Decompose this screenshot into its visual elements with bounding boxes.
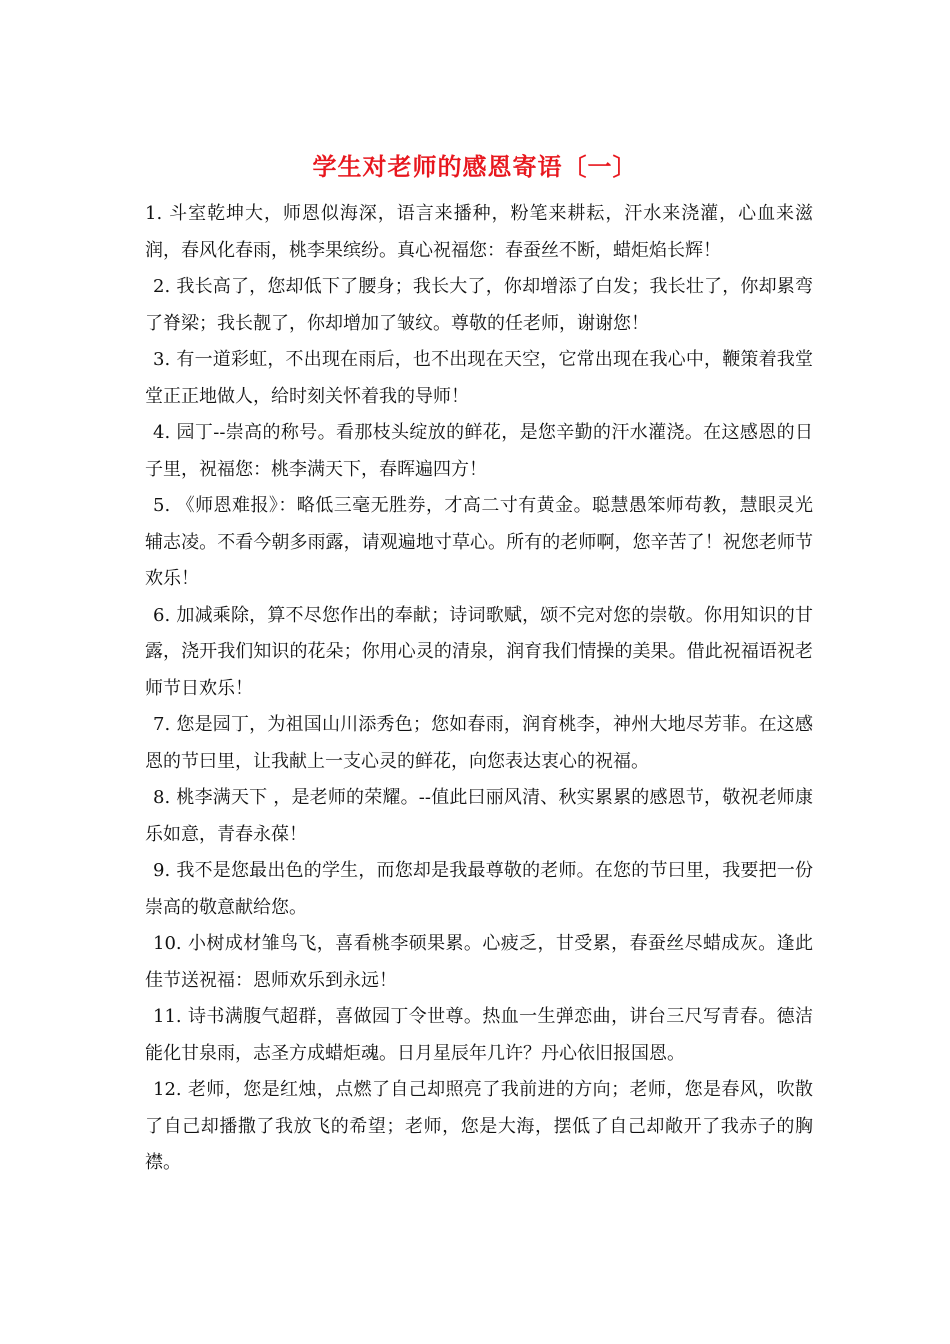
list-item <box>145 780 813 853</box>
item-text: 桃李满天下 ，是老师的荣耀。--值此曰丽风清、秋实累累的感恩节，敬祝老师康乐如意，青春永葆！ <box>145 787 813 845</box>
item-text: 园丁--崇高的称号。看那枝头绽放的鲜花，是您辛勤的汗水灌浇。在这感恩的日子里，祝福您：桃李满天下，春晖遍四方！ <box>145 422 813 480</box>
item-text: 有一道彩虹，不出现在雨后，也不出现在天空，它常出现在我心中，鞭策着我堂堂正正地做人，给时刻关怀着我的导师！ <box>145 349 813 407</box>
document-body <box>145 196 813 1182</box>
item-number: 6. <box>153 604 171 626</box>
list-item <box>145 926 813 999</box>
item-text: 小树成材雏鸟飞，喜看桃李硕果累。心疲乏，甘受累，春蚕丝尽蜡成灰。逢此佳节送祝福：恩师欢乐到永远！ <box>145 933 813 991</box>
item-number: 12. <box>153 1079 182 1100</box>
item-number: 7. <box>153 714 171 735</box>
item-text: 我不是您最出色的学生，而您却是我最尊敬的老师。在您的节曰里，我要把一份崇高的敬意献给您。 <box>145 860 813 918</box>
list-item <box>145 488 813 598</box>
item-text: 诗书满腹气超群，喜做园丁令世尊。热血一生弹恋曲，讲台三尺写青春。德洁能化甘泉雨，志圣方成蜡炬魂。日月星辰年几许？丹心依旧报国恩。 <box>145 1006 813 1064</box>
list-item <box>145 999 813 1072</box>
item-text: 《师恩难报》：略低三毫无胜券，才高二寸有黄金。聪慧愚笨师苟教，慧眼灵光辅志凌。不看今朝多雨露，请观遍地寸草心。所有的老师啊，您辛苦了！祝您老师节欢乐！ <box>145 495 813 589</box>
list-item <box>145 853 813 926</box>
item-text: 您是园丁，为祖国山川添秀色；您如春雨，润育桃李，神州大地尽芳菲。在这感恩的节曰里，让我献上一支心灵的鲜花，向您表达衷心的祝福。 <box>145 714 813 772</box>
item-number: 2. <box>153 276 171 297</box>
list-item <box>145 707 813 780</box>
item-number: 1. <box>145 203 163 224</box>
item-number: 4. <box>153 422 171 443</box>
list-item <box>145 342 813 415</box>
item-number: 11. <box>153 1006 182 1027</box>
list-item <box>145 415 813 488</box>
item-text: 斗室乾坤大，师恩似海深，语言来播种，粉笔来耕耘，汗水来浇灌，心血来滋润，春风化春雨，桃李果缤纷。真心祝福您：春蚕丝不断，蜡炬焰长辉！ <box>145 203 813 261</box>
item-number: 3. <box>153 349 171 370</box>
item-number: 10. <box>153 933 182 954</box>
item-number: 9. <box>153 860 171 881</box>
item-number: 8. <box>153 787 171 808</box>
item-text: 我长高了，您却低下了腰身；我长大了，你却增添了白发；我长壮了，你却累弯了脊梁；我长靓了，你却增加了皱纹。尊敬的任老师，谢谢您！ <box>145 276 813 334</box>
list-item <box>145 269 813 342</box>
list-item <box>145 196 813 269</box>
document-title: 学生对老师的感恩寄语〔一〕 <box>312 152 638 181</box>
item-text: 加减乘除，算不尽您作出的奉献；诗词歌赋，颂不完对您的崇敬。你用知识的甘露，浇开我们知识的花朵；你用心灵的清泉，润育我们情操的美果。借此祝福语祝老师节日欢乐！ <box>145 604 813 699</box>
item-text: 老师，您是红烛，点燃了自己却照亮了我前进的方向；老师，您是春风，吹散了自己却播撒了我放飞的希望；老师，您是大海，摆低了自己却敞开了我赤子的胸襟。 <box>145 1079 813 1173</box>
item-number: 5. <box>153 495 171 516</box>
list-item <box>145 1072 813 1182</box>
list-item <box>145 598 813 708</box>
